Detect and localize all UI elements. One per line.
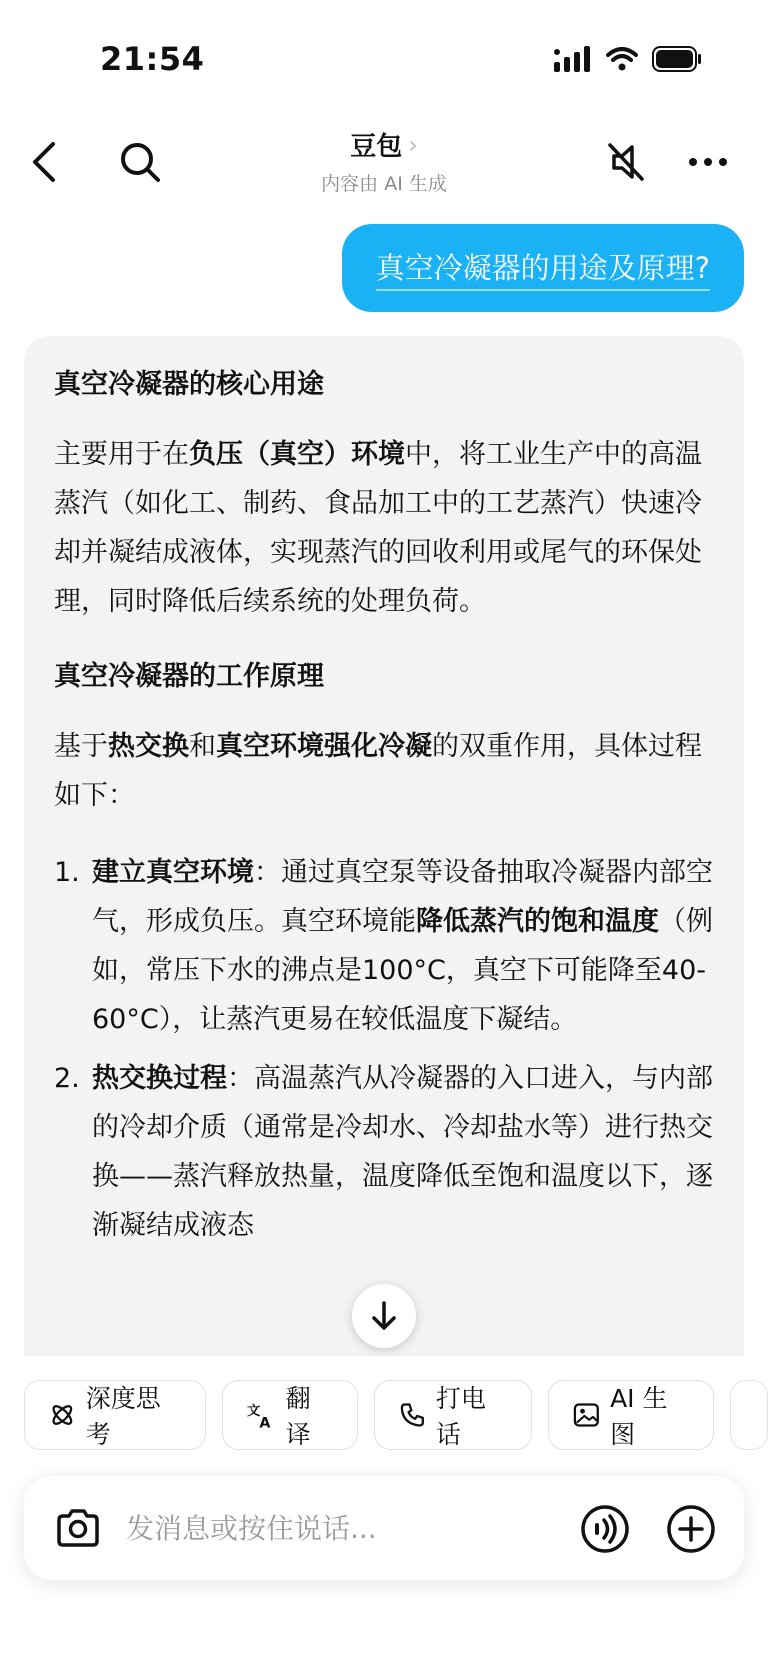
bot-name[interactable] bbox=[350, 126, 418, 163]
user-message-bubble[interactable] bbox=[342, 224, 744, 312]
more-button[interactable] bbox=[678, 132, 738, 192]
chip-more[interactable] bbox=[730, 1380, 768, 1450]
bold-run: 热交换 bbox=[108, 731, 189, 762]
chip-label: AI 生图 bbox=[610, 1384, 668, 1449]
battery-icon bbox=[652, 46, 702, 72]
quick-actions bbox=[24, 1380, 768, 1450]
chip-ai-image[interactable] bbox=[548, 1380, 713, 1450]
text-run: ：通过真空泵等设备抽取冷凝器内部空气，形成负压。真空环境能 bbox=[92, 857, 713, 937]
list-number: 1. bbox=[54, 857, 80, 888]
section-title-principle: 真空冷凝器的工作原理 bbox=[54, 661, 324, 692]
list-item bbox=[54, 848, 714, 1044]
bold-run: 热交换过程 bbox=[92, 1063, 227, 1094]
atom-icon bbox=[49, 1401, 76, 1429]
list-number: 2. bbox=[54, 1063, 80, 1094]
svg-text:A: A bbox=[259, 1415, 271, 1429]
speaker-muted-icon bbox=[606, 141, 646, 183]
text-run: 主要用于在 bbox=[54, 439, 189, 470]
chip-label: 打电话 bbox=[435, 1384, 486, 1449]
voice-call-button[interactable] bbox=[578, 1502, 632, 1556]
usage-paragraph bbox=[54, 430, 714, 626]
more-dots-icon bbox=[688, 157, 728, 167]
plus-circle-icon bbox=[666, 1504, 716, 1554]
message-input[interactable] bbox=[126, 1506, 546, 1550]
status-icons bbox=[554, 46, 702, 72]
chip-label: 翻译 bbox=[285, 1384, 311, 1449]
text-run: 和 bbox=[189, 731, 216, 762]
text-run: 基于 bbox=[54, 731, 108, 762]
image-icon bbox=[573, 1401, 600, 1429]
scroll-to-bottom-button[interactable] bbox=[352, 1284, 416, 1348]
chip-deep-think[interactable] bbox=[24, 1380, 206, 1450]
chip-label: 深度思考 bbox=[85, 1384, 161, 1449]
voice-wave-icon bbox=[580, 1504, 630, 1554]
bot-name-text: 豆包 bbox=[350, 132, 403, 162]
text-run: 中，将工业生产中的高温蒸汽（如化工、制药、食品加工中的工艺蒸汽）快速冷却并凝结成液体，实现蒸汽的回收利用或尾气的环保处理，同时降低后续系统的处理负荷。 bbox=[54, 439, 702, 617]
bold-run: 真空环境强化冷凝 bbox=[216, 731, 432, 762]
chevron-right-icon: › bbox=[408, 130, 418, 159]
phone-icon bbox=[399, 1401, 426, 1429]
chip-translate[interactable] bbox=[222, 1380, 358, 1450]
status-time: 21:54 bbox=[100, 40, 205, 78]
translate-icon bbox=[247, 1401, 276, 1429]
user-message-text: 真空冷凝器的用途及原理? bbox=[376, 246, 710, 291]
message-composer bbox=[24, 1476, 744, 1580]
camera-button[interactable] bbox=[48, 1498, 108, 1558]
list-item bbox=[54, 1054, 714, 1250]
signal-icon bbox=[554, 46, 592, 72]
bold-run: 建立真空环境 bbox=[92, 857, 254, 888]
bold-run: 负压（真空）环境 bbox=[189, 439, 405, 470]
principle-steps-list bbox=[54, 848, 714, 1250]
text-run: （例如，常压下水的沸点是100°C，真空下可能降至40-60°C），让蒸汽更易在较低温度下凝结。 bbox=[92, 906, 713, 1035]
text-run: ：高温蒸汽从冷凝器的入口进入，与内部的冷却介质（通常是冷却水、冷却盐水等）进行热交换——蒸汽释放热量，温度降低至饱和温度以下，逐渐凝结成液态 bbox=[92, 1063, 713, 1241]
ai-disclaimer: 内容由 AI 生成 bbox=[321, 173, 447, 195]
bold-run: 降低蒸汽的饱和温度 bbox=[416, 906, 659, 937]
arrow-down-icon bbox=[369, 1300, 399, 1332]
text-run: 的双重作用，具体过程如下： bbox=[54, 731, 702, 811]
bottom-panel bbox=[0, 1356, 768, 1670]
ai-message-bubble[interactable] bbox=[24, 336, 744, 1386]
svg-text:文: 文 bbox=[247, 1404, 261, 1419]
add-button[interactable] bbox=[664, 1502, 718, 1556]
wifi-icon bbox=[606, 47, 638, 71]
mute-button[interactable] bbox=[596, 132, 656, 192]
chat-header bbox=[0, 120, 768, 204]
status-bar bbox=[0, 0, 768, 120]
camera-icon bbox=[55, 1508, 101, 1548]
principle-paragraph bbox=[54, 722, 714, 820]
section-title-usage: 真空冷凝器的核心用途 bbox=[54, 369, 324, 400]
chip-call[interactable] bbox=[374, 1380, 532, 1450]
